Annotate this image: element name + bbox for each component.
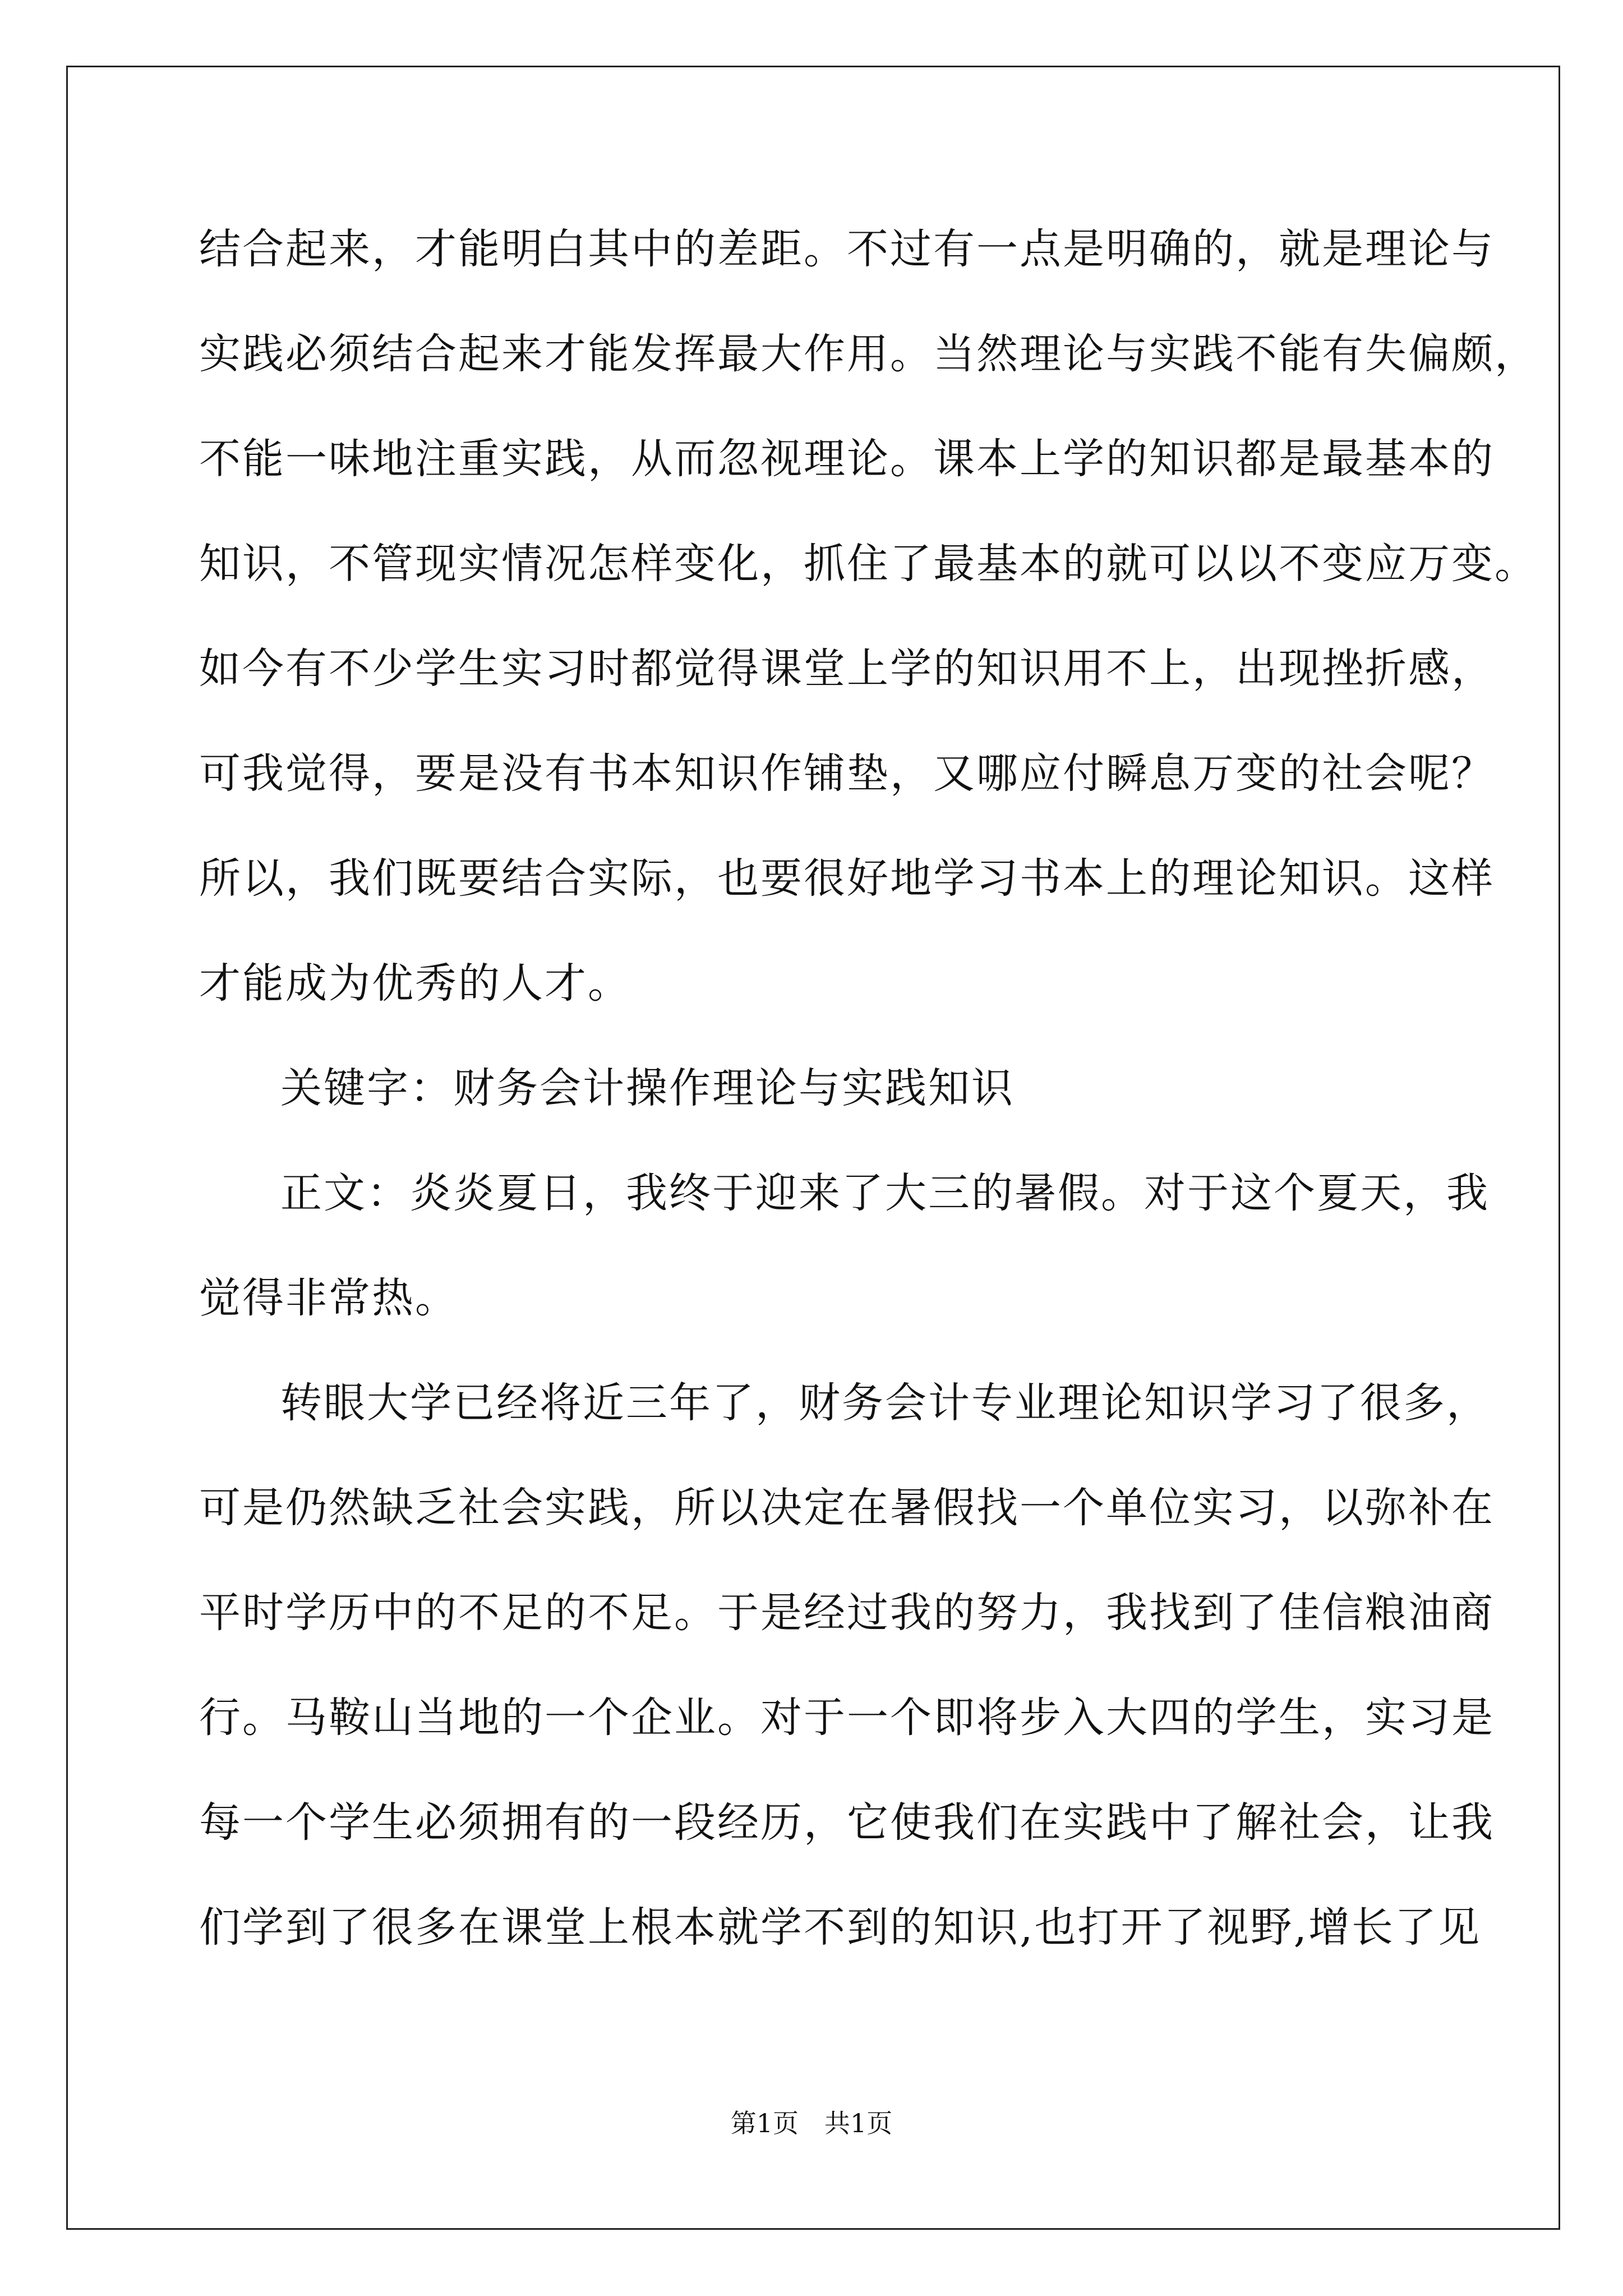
paragraph-line: 每一个学生必须拥有的一段经历，它使我们在实践中了解社会，让我 <box>199 1798 1495 1847</box>
paragraph-line: 知识，不管现实情况怎样变化，抓住了最基本的就可以以不变应万变。 <box>199 540 1538 588</box>
paragraph-line: 可我觉得，要是没有书本知识作铺垫，又哪应付瞬息万变的社会呢？ <box>199 749 1495 798</box>
paragraph-line: 不能一味地注重实践，从而忽视理论。课本上学的知识都是最基本的 <box>199 435 1495 483</box>
paragraph-line: 觉得非常热。 <box>199 1274 458 1322</box>
paragraph-line: 所以，我们既要结合实际，也要很好地学习书本上的理论知识。这样 <box>199 854 1495 903</box>
paragraph-line: 平时学历中的不足的不足。于是经过我的努力，我找到了佳信粮油商 <box>199 1589 1495 1637</box>
paragraph-line: 才能成为优秀的人才。 <box>199 959 631 1007</box>
paragraph-line: 可是仍然缺乏社会实践，所以决定在暑假找一个单位实习，以弥补在 <box>199 1484 1495 1532</box>
paragraph-line: 正文：炎炎夏日，我终于迎来了大三的暑假。对于这个夏天，我 <box>280 1169 1490 1217</box>
paragraph-line: 转眼大学已经将近三年了，财务会计专业理论知识学习了很多， <box>280 1379 1490 1427</box>
paragraph-line: 如今有不少学生实习时都觉得课堂上学的知识用不上，出现挫折感， <box>199 645 1495 693</box>
paragraph-line: 结合起来，才能明白其中的差距。不过有一点是明确的，就是理论与 <box>199 225 1495 273</box>
paragraph-line: 实践必须结合起来才能发挥最大作用。当然理论与实践不能有失偏颇， <box>199 330 1538 378</box>
keywords-line: 关键字：财务会计操作理论与实践知识 <box>280 1064 1015 1112</box>
page-footer: 第1页 共1页 <box>730 2108 893 2138</box>
paragraph-line: 行。马鞍山当地的一个企业。对于一个即将步入大四的学生，实习是 <box>199 1694 1495 1742</box>
paragraph-line: 们学到了很多在课堂上根本就学不到的知识,也打开了视野,增长了见 <box>199 1903 1482 1952</box>
